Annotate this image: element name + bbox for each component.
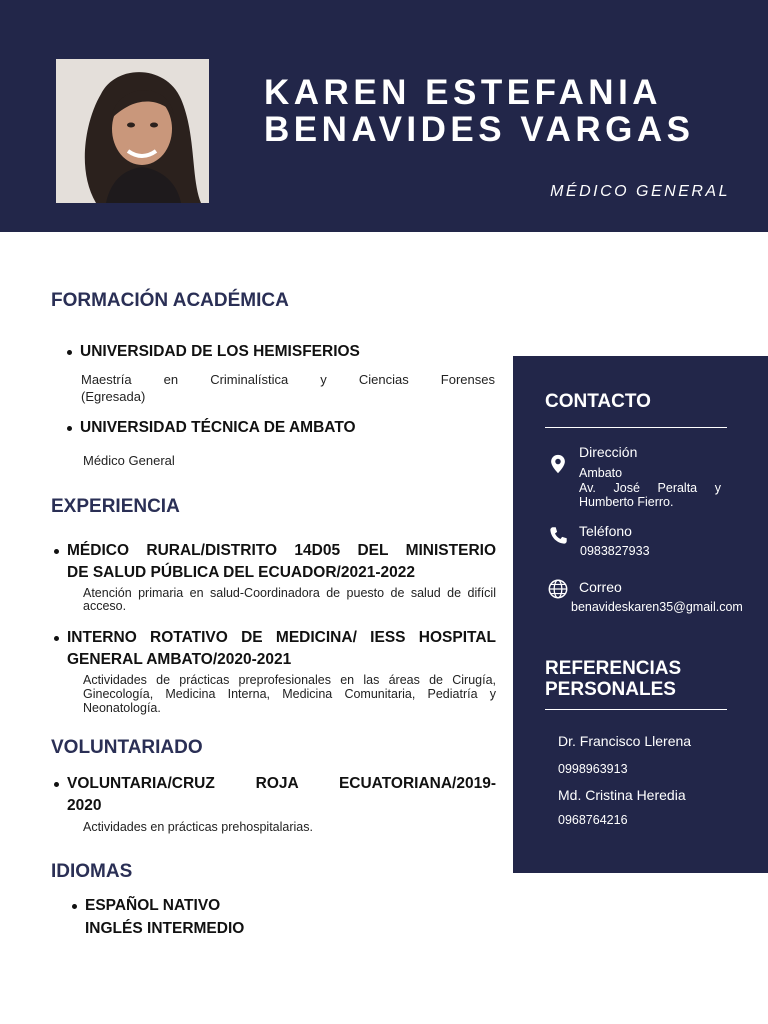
full-name [264,74,694,148]
idiomas-heading: IDIOMAS [51,861,133,882]
telefono-label: Teléfono [579,523,632,539]
referencia-2-name: Md. Cristina Heredia [558,787,686,803]
referencia-1-phone: 0998963913 [558,762,628,776]
idioma-item-2: INGLÉS INTERMEDIO [85,920,245,937]
voluntariado-item-1-title-2: 2020 [67,797,102,814]
formacion-item-2-desc: Médico General [83,453,175,468]
direccion-city: Ambato [579,466,623,480]
globe-icon [547,578,569,600]
direccion-street-2: Humberto Fierro. [579,495,674,509]
voluntariado-item-1-title: VOLUNTARIA/CRUZ ROJA ECUATORIANA/2019- [67,775,496,792]
referencia-2-phone: 0968764216 [558,813,628,827]
experiencia-item-1-title-2: DE SALUD PÚBLICA DEL ECUADOR/2021-2022 [67,564,415,581]
referencia-1-name: Dr. Francisco Llerena [558,733,692,749]
correo-label: Correo [579,579,622,595]
direccion-street: Av. José Peralta y [579,481,721,495]
referencias-divider [545,709,727,710]
experiencia-item-1-title: MÉDICO RURAL/DISTRITO 14D05 DEL MINISTERIO [67,542,496,559]
formacion-heading: FORMACIÓN ACADÉMICA [51,290,289,311]
referencias-heading-line-1: REFERENCIAS [545,658,682,679]
formacion-item-1-desc-2: (Egresada) [81,389,146,404]
voluntariado-item-1-desc: Actividades en prácticas prehospitalarias. [83,820,313,834]
formacion-item-1-title: UNIVERSIDAD DE LOS HEMISFERIOS [80,343,360,360]
direccion-label: Dirección [579,444,638,460]
profile-photo [56,59,209,203]
experiencia-item-2-title-2: GENERAL AMBATO/2020-2021 [67,651,292,668]
contact-sidebar [513,356,768,873]
experiencia-item-2-title: INTERNO ROTATIVO DE MEDICINA/ IESS HOSPITAL [67,629,496,646]
referencias-heading [545,658,681,700]
experiencia-item-2-desc: Actividades de prácticas preprofesionales en las áreas de Cirugía, Ginecología, Medicina Interna, Medicina Comunitaria, Pediatría y Neonatología. [83,673,496,715]
phone-icon [547,525,569,547]
location-pin-icon [547,453,569,475]
job-title: MÉDICO GENERAL [550,183,730,200]
name-line-1: KAREN ESTEFANIA [264,73,663,112]
formacion-item-2-title: UNIVERSIDAD TÉCNICA DE AMBATO [80,419,356,436]
referencias-heading-line-2: PERSONALES [545,679,676,700]
correo-value[interactable]: benavideskaren35@gmail.com [571,600,743,614]
contacto-heading: CONTACTO [545,391,651,412]
telefono-value: 0983827933 [580,544,650,558]
name-line-2: BENAVIDES VARGAS [264,110,695,149]
contacto-divider [545,427,727,428]
experiencia-heading: EXPERIENCIA [51,496,180,517]
experiencia-item-1-desc: Atención primaria en salud-Coordinadora de puesto de salud de difícil acceso. [83,586,496,613]
voluntariado-heading: VOLUNTARIADO [51,737,203,758]
header-banner [0,0,768,232]
formacion-item-1-desc: Maestría en Criminalística y Ciencias Forenses [81,372,495,387]
idioma-item-1: ESPAÑOL NATIVO [85,897,221,914]
